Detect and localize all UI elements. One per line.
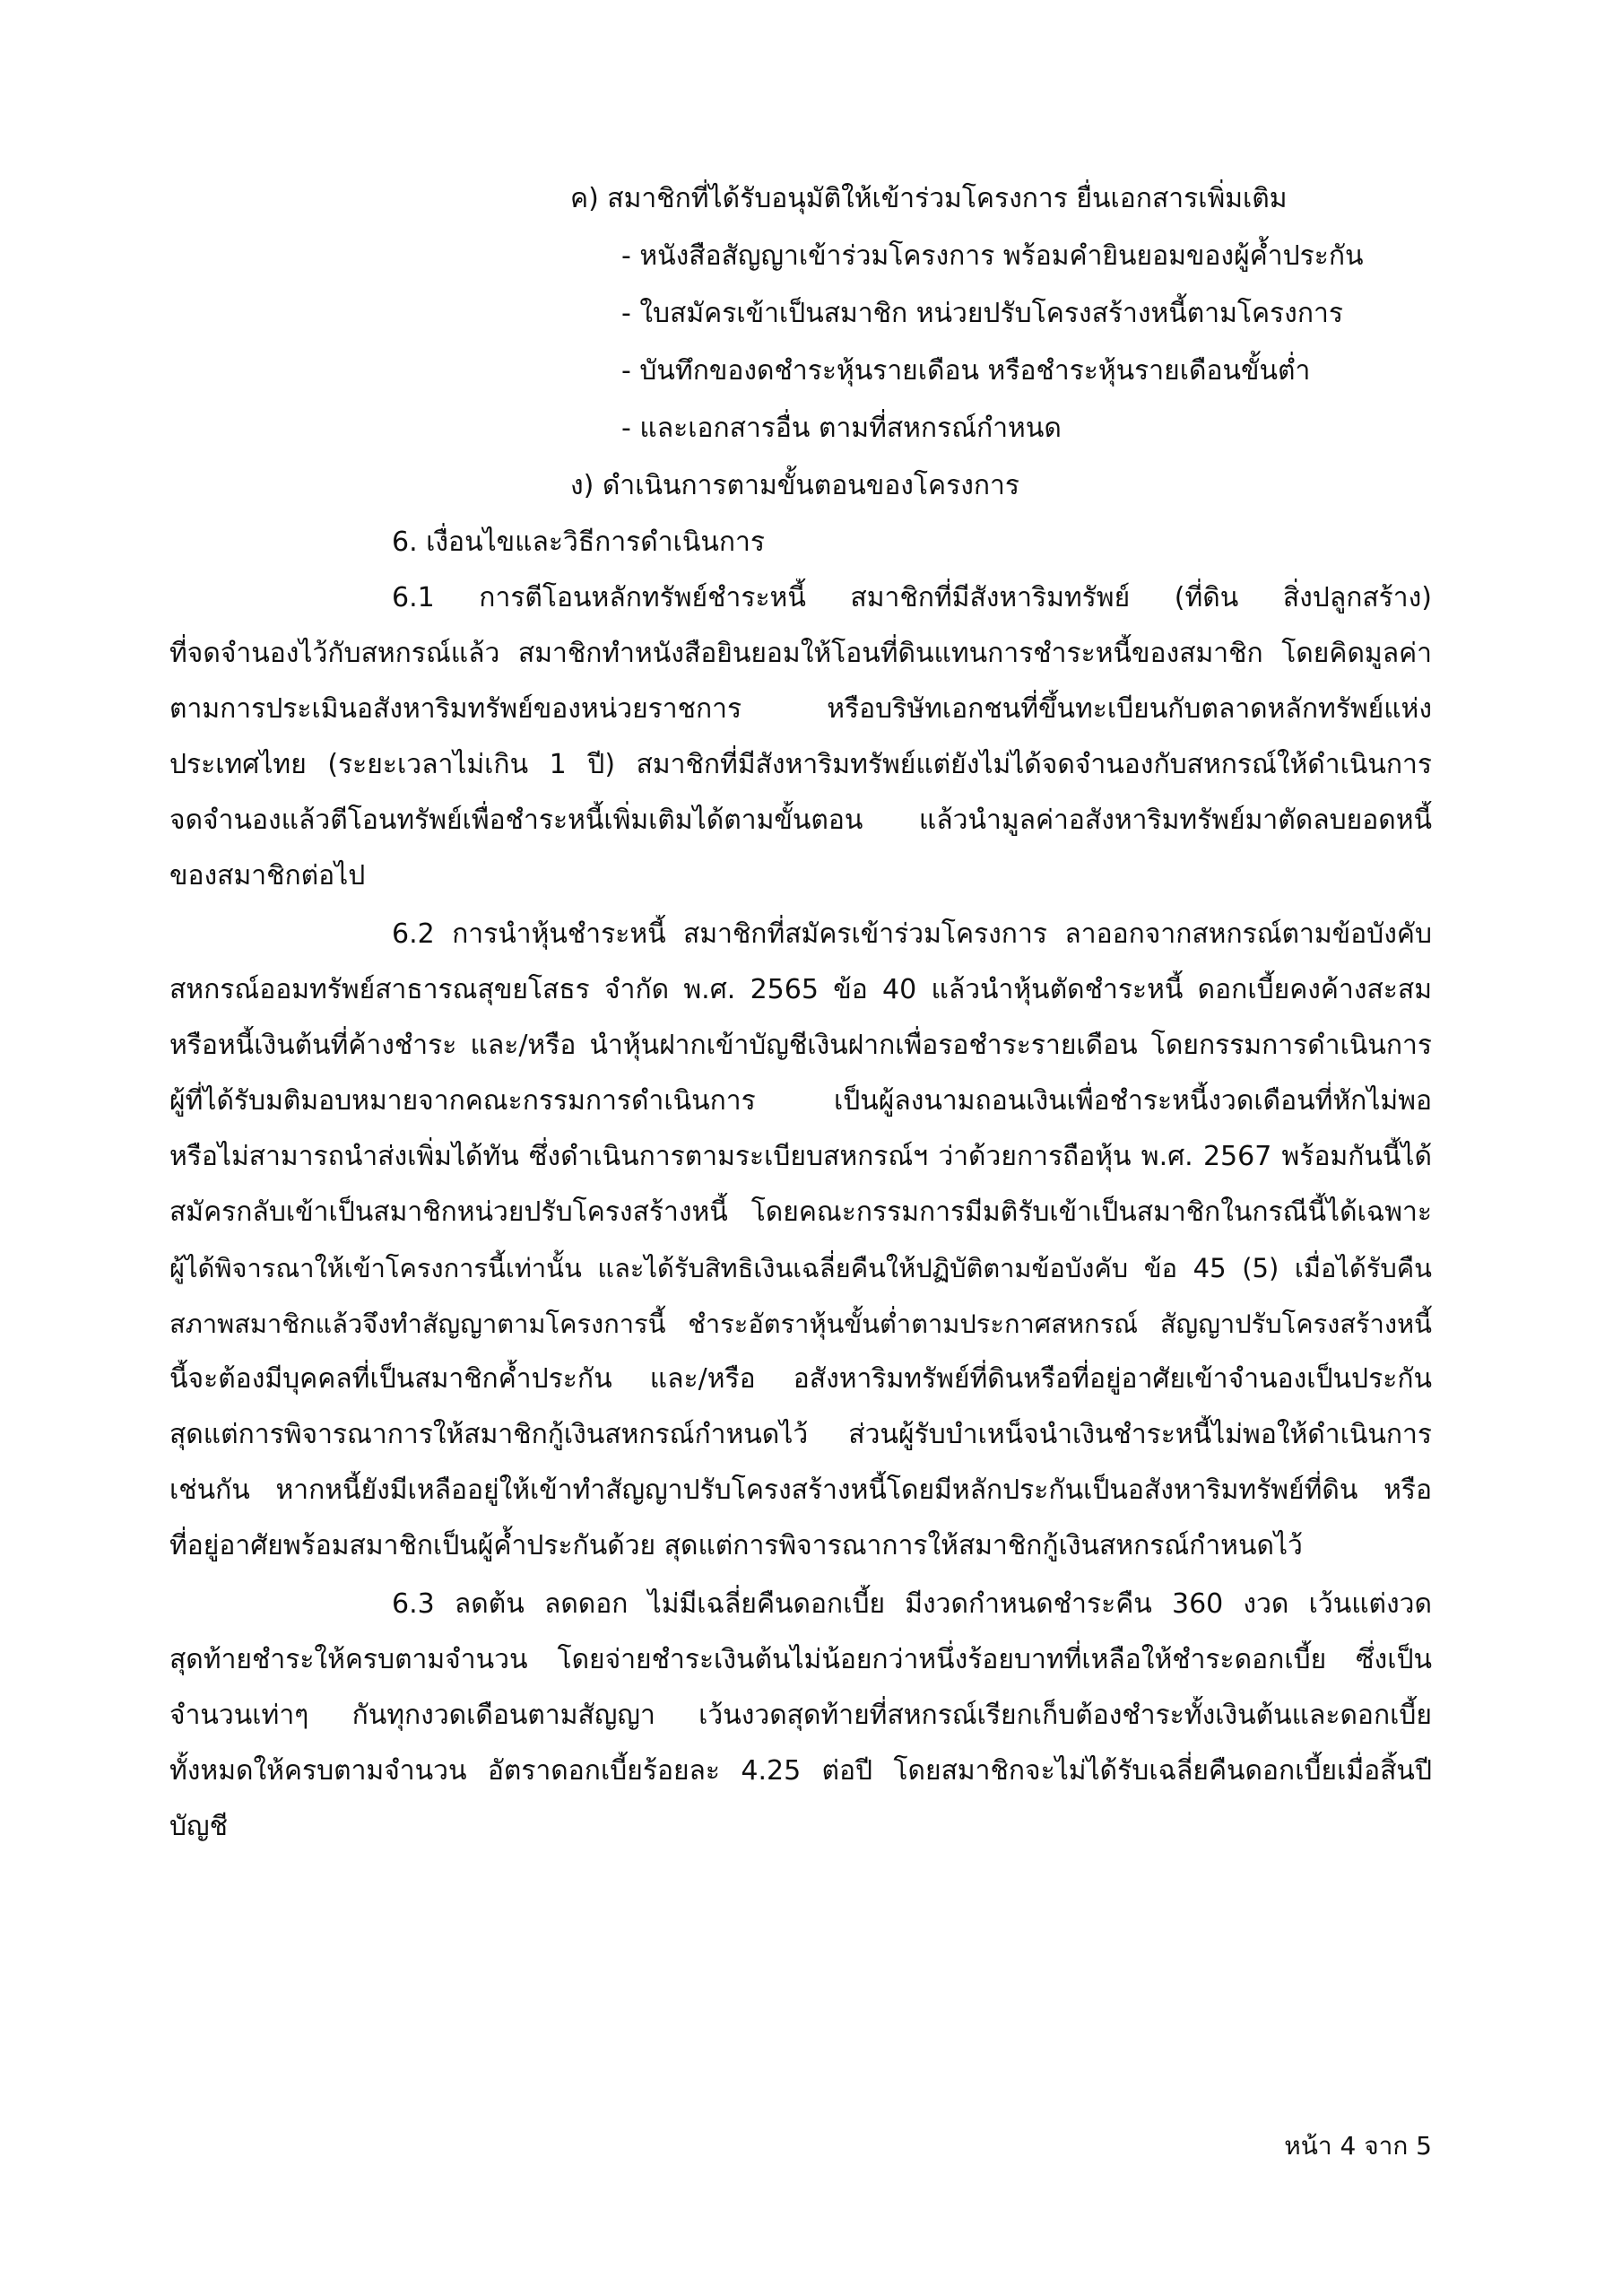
list-c-item-1: - หนังสือสัญญาเข้าร่วมโครงการ พร้อมคำยินยอมของผู้ค้ำประกัน <box>621 240 1364 272</box>
paragraph-6-2-line-8: สภาพสมาชิกแล้วจึงทำสัญญาตามโครงการนี้ ชำระอัตราหุ้นขั้นต่ำตามประกาศสหกรณ์ สัญญาปรับโครงสร้างหนี้ <box>169 1309 1432 1339</box>
paragraph-6-3-line-2: สุดท้ายชำระให้ครบตามจำนวน โดยจ่ายชำระเงินต้นไม่น้อยกว่าหนึ่งร้อยบาทที่เหลือให้ชำระดอกเบี้ย ซึ่งเป็น <box>169 1644 1432 1675</box>
paragraph-6-3-line-5: บัญชี <box>169 1811 228 1842</box>
paragraph-6-2-line-4: ผู้ที่ได้รับมติมอบหมายจากคณะกรรมการดำเนินการ เป็นผู้ลงนามถอนเงินเพื่อชำระหนี้งวดเดือนที่หักไม่พอ <box>169 1085 1432 1117</box>
paragraph-6-3-line-3: จำนวนเท่าๆ กันทุกงวดเดือนตามสัญญา เว้นงวดสุดท้ายที่สหกรณ์เรียกเก็บต้องชำระทั้งเงินต้นและดอกเบี้ย <box>169 1700 1432 1731</box>
paragraph-6-3-line-1: 6.3 ลดต้น ลดดอก ไม่มีเฉลี่ยคืนดอกเบี้ย มีงวดกำหนดชำระคืน 360 งวด เว้นแต่งวด <box>392 1588 1432 1620</box>
list-c-heading: ค) สมาชิกที่ได้รับอนุมัติให้เข้าร่วมโครงการ ยื่นเอกสารเพิ่มเติม <box>570 183 1288 214</box>
paragraph-6-1-line-4: ประเทศไทย (ระยะเวลาไม่เกิน 1 ปี) สมาชิกที่มีสังหาริมทรัพย์แต่ยังไม่ได้จดจำนองกับสหกรณ์ให้ดำเนินการ <box>169 749 1432 780</box>
list-d-item: ง) ดำเนินการตามขั้นตอนของโครงการ <box>570 470 1019 501</box>
paragraph-6-2-line-7: ผู้ได้พิจารณาให้เข้าโครงการนี้เท่านั้น และได้รับสิทธิเงินเฉลี่ยคืนให้ปฏิบัติตามข้อบังคับ ข้อ 45 (5) เมื่อได้รับคืน <box>169 1253 1432 1283</box>
paragraph-6-1-line-3: ตามการประเมินอสังหาริมทรัพย์ของหน่วยราชการ หรือบริษัทเอกชนที่ขึ้นทะเบียนกับตลาดหลักทรัพย์แห่ง <box>169 693 1432 725</box>
paragraph-6-3-line-4: ทั้งหมดให้ครบตามจำนวน อัตราดอกเบี้ยร้อยละ 4.25 ต่อปี โดยสมาชิกจะไม่ได้รับเฉลี่ยคืนดอกเบี้ยเมื่อสิ้นปี <box>169 1755 1432 1787</box>
list-c-item-2: - ใบสมัครเข้าเป็นสมาชิก หน่วยปรับโครงสร้างหนี้ตามโครงการ <box>621 298 1343 329</box>
section-heading: 6. เงื่อนไขและวิธีการดำเนินการ <box>392 526 766 558</box>
paragraph-6-2-line-3: หรือหนี้เงินต้นที่ค้างชำระ และ/หรือ นำหุ้นฝากเข้าบัญชีเงินฝากเพื่อรอชำระรายเดือน โดยกรรมการดำเนินการ <box>169 1030 1432 1061</box>
paragraph-6-2-line-10: สุดแต่การพิจารณาการให้สมาชิกกู้เงินสหกรณ์กำหนดไว้ ส่วนผู้รับบำเหน็จนำเงินชำระหนี้ไม่พอให้ดำเนินการ <box>169 1419 1432 1450</box>
list-c-item-3: - บันทึกของดชำระหุ้นรายเดือน หรือชำระหุ้นรายเดือนขั้นต่ำ <box>621 355 1311 387</box>
paragraph-6-2-line-11: เช่นกัน หากหนี้ยังมีเหลืออยู่ให้เข้าทำสัญญาปรับโครงสร้างหนี้โดยมีหลักประกันเป็นอสังหาริมทรัพย์ที่ดิน หรือ <box>169 1474 1432 1506</box>
paragraph-6-1-line-5: จดจำนองแล้วตีโอนทรัพย์เพื่อชำระหนี้เพิ่มเติมได้ตามขั้นตอน แล้วนำมูลค่าอสังหาริมทรัพย์มาตัดลบยอดหนี้ <box>169 804 1432 836</box>
paragraph-6-2-line-5: หรือไม่สามารถนำส่งเพิ่มได้ทัน ซึ่งดำเนินการตามระเบียบสหกรณ์ฯ ว่าด้วยการถือหุ้น พ.ศ. 2567 พร้อมกันนี้ได้ <box>169 1141 1432 1172</box>
list-c-item-4: - และเอกสารอื่น ตามที่สหกรณ์กำหนด <box>621 413 1062 444</box>
paragraph-6-2-line-12: ที่อยู่อาศัยพร้อมสมาชิกเป็นผู้ค้ำประกันด้วย สุดแต่การพิจารณาการให้สมาชิกกู้เงินสหกรณ์กำหนดไว้ <box>169 1530 1303 1561</box>
paragraph-6-2-line-2: สหกรณ์ออมทรัพย์สาธารณสุขยโสธร จำกัด พ.ศ. 2565 ข้อ 40 แล้วนำหุ้นตัดชำระหนี้ ดอกเบี้ยคงค้างสะสม <box>169 974 1432 1005</box>
paragraph-6-2-line-1: 6.2 การนำหุ้นชำระหนี้ สมาชิกที่สมัครเข้าร่วมโครงการ ลาออกจากสหกรณ์ตามข้อบังคับ <box>392 918 1432 950</box>
paragraph-6-1-line-6: ของสมาชิกต่อไป <box>169 860 366 891</box>
paragraph-6-1-line-1: 6.1 การตีโอนหลักทรัพย์ชำระหนี้ สมาชิกที่มีสังหาริมทรัพย์ (ที่ดิน สิ่งปลูกสร้าง) <box>392 582 1432 613</box>
paragraph-6-2-line-6: สมัครกลับเข้าเป็นสมาชิกหน่วยปรับโครงสร้างหนี้ โดยคณะกรรมการมีมติรับเข้าเป็นสมาชิกในกรณีนี้ได้เฉพาะ <box>169 1196 1432 1228</box>
paragraph-6-1-line-2: ที่จดจำนองไว้กับสหกรณ์แล้ว สมาชิกทำหนังสือยินยอมให้โอนที่ดินแทนการชำระหนี้ของสมาชิก โดยคิดมูลค่า <box>169 638 1432 669</box>
paragraph-6-2-line-9: นี้จะต้องมีบุคคลที่เป็นสมาชิกค้ำประกัน และ/หรือ อสังหาริมทรัพย์ที่ดินหรือที่อยู่อาศัยเข้าจำนองเป็นประกัน <box>169 1363 1432 1395</box>
page-number: หน้า 4 จาก 5 <box>1284 2131 1432 2161</box>
